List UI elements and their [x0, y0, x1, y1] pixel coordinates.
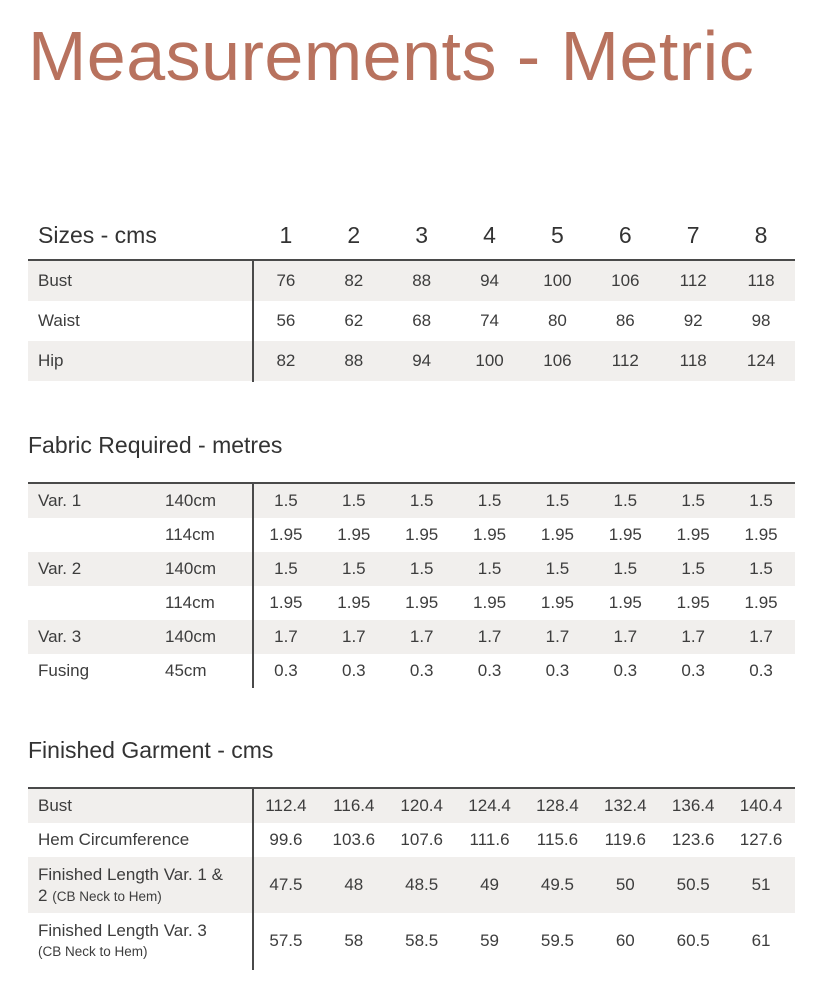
table-cell: 1.95 — [744, 525, 778, 544]
size-header: 3 — [415, 221, 429, 248]
table-row — [28, 823, 795, 857]
table-cell: 1.5 — [681, 491, 705, 510]
table-cell: 82 — [344, 271, 364, 290]
table-cell: 1.95 — [744, 593, 778, 612]
table-cell: 1.5 — [749, 491, 773, 510]
table-cell: 100 — [475, 351, 504, 370]
table-cell: 1.95 — [473, 525, 507, 544]
row-label: Var. 3 — [38, 627, 82, 646]
table-cell: 0.3 — [545, 661, 570, 680]
finished-table — [28, 787, 795, 970]
table-cell: 1.5 — [613, 559, 638, 578]
table-cell: 1.5 — [341, 559, 366, 578]
table-row — [28, 857, 795, 913]
table-cell: 116.4 — [333, 796, 375, 815]
body-measurements-table — [28, 212, 795, 382]
table-cell: 62 — [344, 311, 364, 330]
table-cell: 51 — [751, 875, 771, 894]
table-cell: 1.5 — [613, 491, 638, 510]
fabric-width: 140cm — [165, 491, 217, 510]
table-cell: 1.95 — [540, 593, 574, 612]
row-label: Fusing — [38, 661, 90, 680]
table-cell: 58 — [344, 931, 364, 950]
table-cell: 86 — [615, 311, 635, 330]
table-cell: 0.3 — [681, 661, 705, 680]
table-cell: 48.5 — [405, 875, 439, 894]
table-cell: 61 — [751, 931, 771, 950]
row-label — [38, 857, 223, 913]
row-label-line1: Finished Length Var. 3 — [38, 921, 207, 940]
row-label: Var. 1 — [38, 491, 82, 510]
table-cell: 1.7 — [409, 627, 434, 646]
fabric-width: 114cm — [165, 525, 215, 544]
table-cell: 107.6 — [400, 830, 443, 849]
table-row — [28, 301, 795, 341]
page-title: Measurements - Metric — [28, 17, 755, 95]
table-row — [28, 620, 795, 654]
table-cell: 112.4 — [265, 796, 307, 815]
table-cell: 127.6 — [739, 830, 783, 849]
table-cell: 48 — [344, 875, 364, 894]
table-cell: 1.7 — [749, 627, 773, 646]
table-cell: 59 — [480, 931, 500, 950]
column-divider — [252, 484, 254, 688]
row-label: Hip — [38, 351, 64, 370]
table-cell: 136.4 — [671, 796, 715, 815]
table-cell: 99.6 — [269, 830, 303, 849]
table-cell: 103.6 — [332, 830, 376, 849]
table-cell: 0.3 — [613, 661, 638, 680]
table-cell: 1.7 — [613, 627, 638, 646]
table-cell: 123.6 — [671, 830, 715, 849]
table-cell: 80 — [547, 311, 567, 330]
row-label-line1: Finished Length Var. 1 & — [38, 864, 223, 884]
row-label: Hem Circumference — [38, 830, 190, 849]
table-row — [28, 913, 795, 969]
size-header: 8 — [754, 221, 768, 248]
table-cell: 1.95 — [337, 593, 371, 612]
table-cell: 76 — [276, 271, 296, 290]
table-cell: 1.5 — [477, 491, 502, 510]
fabric-width: 140cm — [165, 559, 217, 578]
row-label: Bust — [38, 271, 73, 290]
table-row — [28, 789, 795, 823]
size-header: 4 — [483, 221, 496, 248]
table-cell: 68 — [412, 311, 432, 330]
table-cell: 119.6 — [604, 830, 646, 849]
table-row — [28, 518, 795, 552]
table-cell: 1.5 — [409, 491, 434, 510]
table-cell: 88 — [344, 351, 364, 370]
fabric-width: 45cm — [165, 661, 207, 680]
table-cell: 140.4 — [739, 796, 783, 815]
table-cell: 115.6 — [536, 830, 579, 849]
table-cell: 94 — [480, 271, 500, 290]
table-cell: 1.5 — [545, 491, 570, 510]
table-cell: 132.4 — [604, 796, 647, 815]
table-cell: 1.95 — [269, 593, 303, 612]
table-row — [28, 552, 795, 586]
size-header: 2 — [347, 221, 361, 248]
sizes-heading: Sizes - cms — [38, 221, 157, 248]
table-cell: 0.3 — [341, 661, 366, 680]
table-cell: 1.5 — [409, 559, 434, 578]
table-cell: 1.7 — [477, 627, 502, 646]
table-cell: 128.4 — [536, 796, 579, 815]
table-cell: 120.4 — [400, 796, 443, 815]
table-cell: 118 — [747, 271, 775, 290]
row-note: (CB Neck to Hem) — [52, 888, 162, 904]
table-row — [28, 484, 795, 518]
table-cell: 1.5 — [681, 559, 705, 578]
table-cell: 1.95 — [676, 525, 710, 544]
table-cell: 1.95 — [405, 525, 439, 544]
table-cell: 1.95 — [405, 593, 439, 612]
table-cell: 0.3 — [274, 661, 298, 680]
table-cell: 111.6 — [469, 830, 510, 849]
size-header: 5 — [551, 221, 564, 248]
table-cell: 74 — [480, 311, 500, 330]
table-cell: 58.5 — [405, 931, 439, 950]
table-cell: 118 — [679, 351, 707, 370]
finished-heading: Finished Garment - cms — [28, 737, 274, 763]
table-cell: 59.5 — [540, 931, 574, 950]
table-cell: 1.7 — [341, 627, 366, 646]
row-label-cont: 2 — [38, 885, 48, 905]
table-cell: 88 — [412, 271, 432, 290]
table-cell: 100 — [543, 271, 572, 290]
table-cell: 1.7 — [274, 627, 298, 646]
table-cell: 92 — [683, 311, 703, 330]
table-cell: 124.4 — [468, 796, 511, 815]
table-cell: 82 — [276, 351, 296, 370]
row-note: (CB Neck to Hem) — [38, 944, 148, 959]
table-cell: 106 — [543, 351, 572, 370]
size-header: 1 — [279, 221, 293, 248]
row-label: Waist — [38, 311, 80, 330]
row-label — [38, 913, 207, 969]
table-cell: 50 — [615, 875, 635, 894]
table-cell: 0.3 — [477, 661, 502, 680]
table-cell: 1.5 — [274, 491, 298, 510]
table-cell: 1.95 — [608, 525, 642, 544]
table-cell: 1.95 — [676, 593, 710, 612]
row-label-line2 — [38, 885, 223, 907]
table-row — [28, 586, 795, 620]
table-cell: 1.5 — [274, 559, 298, 578]
fabric-table — [28, 482, 795, 688]
fabric-heading: Fabric Required - metres — [28, 432, 283, 458]
column-divider — [252, 789, 254, 970]
table-cell: 0.3 — [749, 661, 773, 680]
table-cell: 1.7 — [681, 627, 705, 646]
table-cell: 60 — [615, 931, 635, 950]
row-label: Bust — [38, 796, 73, 815]
table-cell: 49 — [480, 875, 500, 894]
size-header: 6 — [618, 221, 632, 248]
table-cell: 94 — [412, 351, 432, 370]
table-cell: 112 — [611, 351, 639, 370]
table-cell: 1.95 — [540, 525, 574, 544]
table-row — [28, 654, 795, 688]
table-cell: 1.5 — [749, 559, 773, 578]
table-cell: 1.95 — [269, 525, 303, 544]
table-cell: 98 — [751, 311, 771, 330]
fabric-width: 140cm — [165, 627, 217, 646]
table-cell: 1.5 — [477, 559, 502, 578]
table-row — [28, 261, 795, 301]
column-divider — [252, 261, 254, 382]
table-row — [28, 341, 795, 381]
fabric-width: 114cm — [165, 593, 215, 612]
size-header: 7 — [686, 221, 700, 248]
row-label: Var. 2 — [38, 559, 82, 578]
table-cell: 112 — [679, 271, 707, 290]
table-cell: 60.5 — [676, 931, 710, 950]
table-cell: 1.95 — [337, 525, 371, 544]
table-cell: 124 — [746, 351, 776, 370]
table-cell: 106 — [611, 271, 640, 290]
table-header-row — [28, 212, 795, 258]
table-cell: 0.3 — [409, 661, 434, 680]
table-cell: 49.5 — [540, 875, 574, 894]
table-cell: 57.5 — [269, 931, 303, 950]
table-cell: 1.7 — [545, 627, 570, 646]
table-cell: 50.5 — [676, 875, 710, 894]
table-cell: 1.5 — [341, 491, 366, 510]
table-cell: 47.5 — [269, 875, 303, 894]
table-cell: 56 — [276, 311, 296, 330]
table-cell: 1.5 — [545, 559, 570, 578]
table-cell: 1.95 — [473, 593, 507, 612]
table-cell: 1.95 — [608, 593, 642, 612]
